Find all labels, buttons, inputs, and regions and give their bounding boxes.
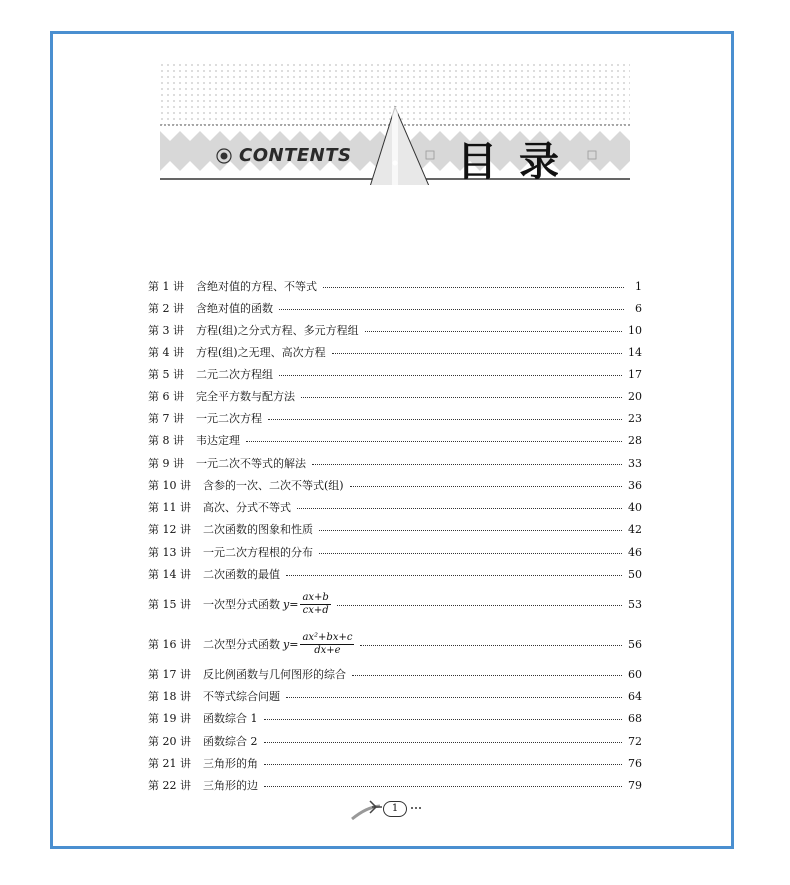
lecture-title: 方程(组)之分式方程、多元方程组 [196,324,359,337]
lecture-number: 第 6 讲 [148,390,184,403]
lecture-title: 方程(组)之无理、高次方程 [196,346,326,359]
formula-fraction [300,592,330,617]
lecture-number: 第 4 讲 [148,346,184,359]
formula-numerator: ax+b [302,591,329,603]
leader-dots [319,530,622,531]
toc-entry[interactable] [148,708,642,728]
lecture-title: 三角形的边 [203,779,258,792]
page-ref: 10 [628,323,642,337]
lecture-title: 一元二次方程 [196,412,262,425]
toc-entry[interactable] [148,364,642,384]
leader-dots [297,508,622,509]
leader-dots [286,575,622,576]
toc-entry[interactable] [148,497,642,517]
page-ref: 1 [635,279,642,293]
lecture-number: 第 3 讲 [148,324,184,337]
lecture-title: 二次函数的最值 [203,568,280,581]
lecture-title: 韦达定理 [196,434,240,447]
toc-entry[interactable] [148,453,642,473]
lecture-title: 高次、分式不等式 [203,501,291,514]
toc-entry[interactable] [148,430,642,450]
lecture-number: 第 19 讲 [148,712,191,725]
lecture-title: 不等式综合问题 [203,690,280,703]
toc-entry[interactable] [148,731,642,751]
toc-entry[interactable] [148,775,642,795]
toc-entry[interactable] [148,475,642,495]
page-ref: 23 [628,411,642,425]
lecture-number: 第 21 讲 [148,757,191,770]
page-ref: 42 [628,522,642,536]
lecture-number: 第 13 讲 [148,546,191,559]
toc-entry[interactable] [148,342,642,362]
toc-entry[interactable] [148,631,642,656]
leader-dots [332,353,622,354]
page-ref: 46 [628,545,642,559]
lecture-title: 二元二次方程组 [196,368,273,381]
lecture-title: 反比例函数与几何图形的综合 [203,668,346,681]
page-ref: 64 [628,689,642,703]
lecture-number: 第 22 讲 [148,779,191,792]
toc-entry[interactable] [148,298,642,318]
lecture-title: 一元二次不等式的解法 [196,457,306,470]
lecture-title: 含参的一次、二次不等式(组) [203,479,344,492]
page-ref: 36 [628,478,642,492]
leader-dots [264,719,623,720]
lecture-title: 三角形的角 [203,757,258,770]
lecture-number: 第 8 讲 [148,434,184,447]
lecture-number: 第 10 讲 [148,479,191,492]
page-ref: 60 [628,667,642,681]
lecture-number: 第 2 讲 [148,302,184,315]
page-ref: 76 [628,756,642,770]
formula-denominator: dx+e [314,644,341,656]
leader-dots [350,486,622,487]
page-ref: 50 [628,567,642,581]
toc-entry[interactable] [148,542,642,562]
leader-dots [286,697,622,698]
lecture-title: 二次函数的图象和性质 [203,523,313,536]
leader-dots [360,645,622,646]
page-ref: 33 [628,456,642,470]
lecture-title: 二次型分式函数 y= $\frac{\text{ax²+bx+c}}{dx+e}$ [203,631,353,656]
lecture-number: 第 11 讲 [148,501,191,514]
lecture-number: 第 14 讲 [148,568,191,581]
leader-dots [268,419,622,420]
lecture-number: 第 16 讲 [148,638,191,651]
leader-dots [312,464,622,465]
contents-label: CONTENTS [239,145,352,166]
toc-entry[interactable] [148,408,642,428]
leader-dots [279,375,622,376]
formula-denominator: cx+d [302,604,329,616]
toc-entry[interactable] [148,564,642,584]
lecture-number: 第 18 讲 [148,690,191,703]
page-ref: 56 [628,637,642,651]
toc-entry[interactable] [148,519,642,539]
leader-dots [279,309,624,310]
toc-entry[interactable] [148,591,642,616]
lecture-number: 第 9 讲 [148,457,184,470]
lecture-number: 第 1 讲 [148,280,184,293]
lecture-number: 第 7 讲 [148,412,184,425]
toc-entry[interactable] [148,686,642,706]
page-ref: 79 [628,778,642,792]
page-ref: 14 [628,345,642,359]
page-ref: 28 [628,433,642,447]
leader-dots [337,605,622,606]
leader-dots [365,331,622,332]
formula-lhs: y= [283,637,299,651]
lecture-number: 第 17 讲 [148,668,191,681]
lecture-title: 含绝对值的方程、不等式 [196,280,317,293]
leader-dots [301,397,622,398]
page-ref: 53 [628,597,642,611]
page-ref: 40 [628,500,642,514]
leader-dots [264,742,623,743]
leader-dots [264,764,622,765]
lecture-number: 第 12 讲 [148,523,191,536]
toc-entry[interactable] [148,664,642,684]
page-ref: 20 [628,389,642,403]
toc-entry[interactable] [148,753,642,773]
formula-fraction [300,632,354,657]
lecture-number: 第 15 讲 [148,598,191,611]
leader-dots [323,287,624,288]
leader-dots [319,553,622,554]
toc-entry[interactable] [148,320,642,340]
lecture-title: 一元二次方程根的分布 [203,546,313,559]
page-ref: 72 [628,734,642,748]
formula-lhs: y= [283,597,299,611]
toc-entry[interactable] [148,276,642,296]
formula-numerator: ax²+bx+c [302,631,353,643]
leader-dots [264,786,622,787]
lecture-number: 第 5 讲 [148,368,184,381]
lecture-title: 函数综合 2 [203,735,258,748]
toc-entry[interactable] [148,386,642,406]
leader-dots [246,441,622,442]
page-title: 目录 [457,139,581,185]
lecture-number: 第 20 讲 [148,735,191,748]
page-ref: 6 [635,301,642,315]
page-number: 1 [383,801,407,817]
lecture-title: 完全平方数与配方法 [196,390,295,403]
lecture-title: 函数综合 1 [203,712,258,725]
page-ref: 17 [628,367,642,381]
lecture-title: 一次型分式函数 y= $\frac{ax+b}{cx+d}$ [203,591,329,616]
page-ref: 68 [628,711,642,725]
leader-dots [352,675,622,676]
lecture-title: 含绝对值的函数 [196,302,273,315]
